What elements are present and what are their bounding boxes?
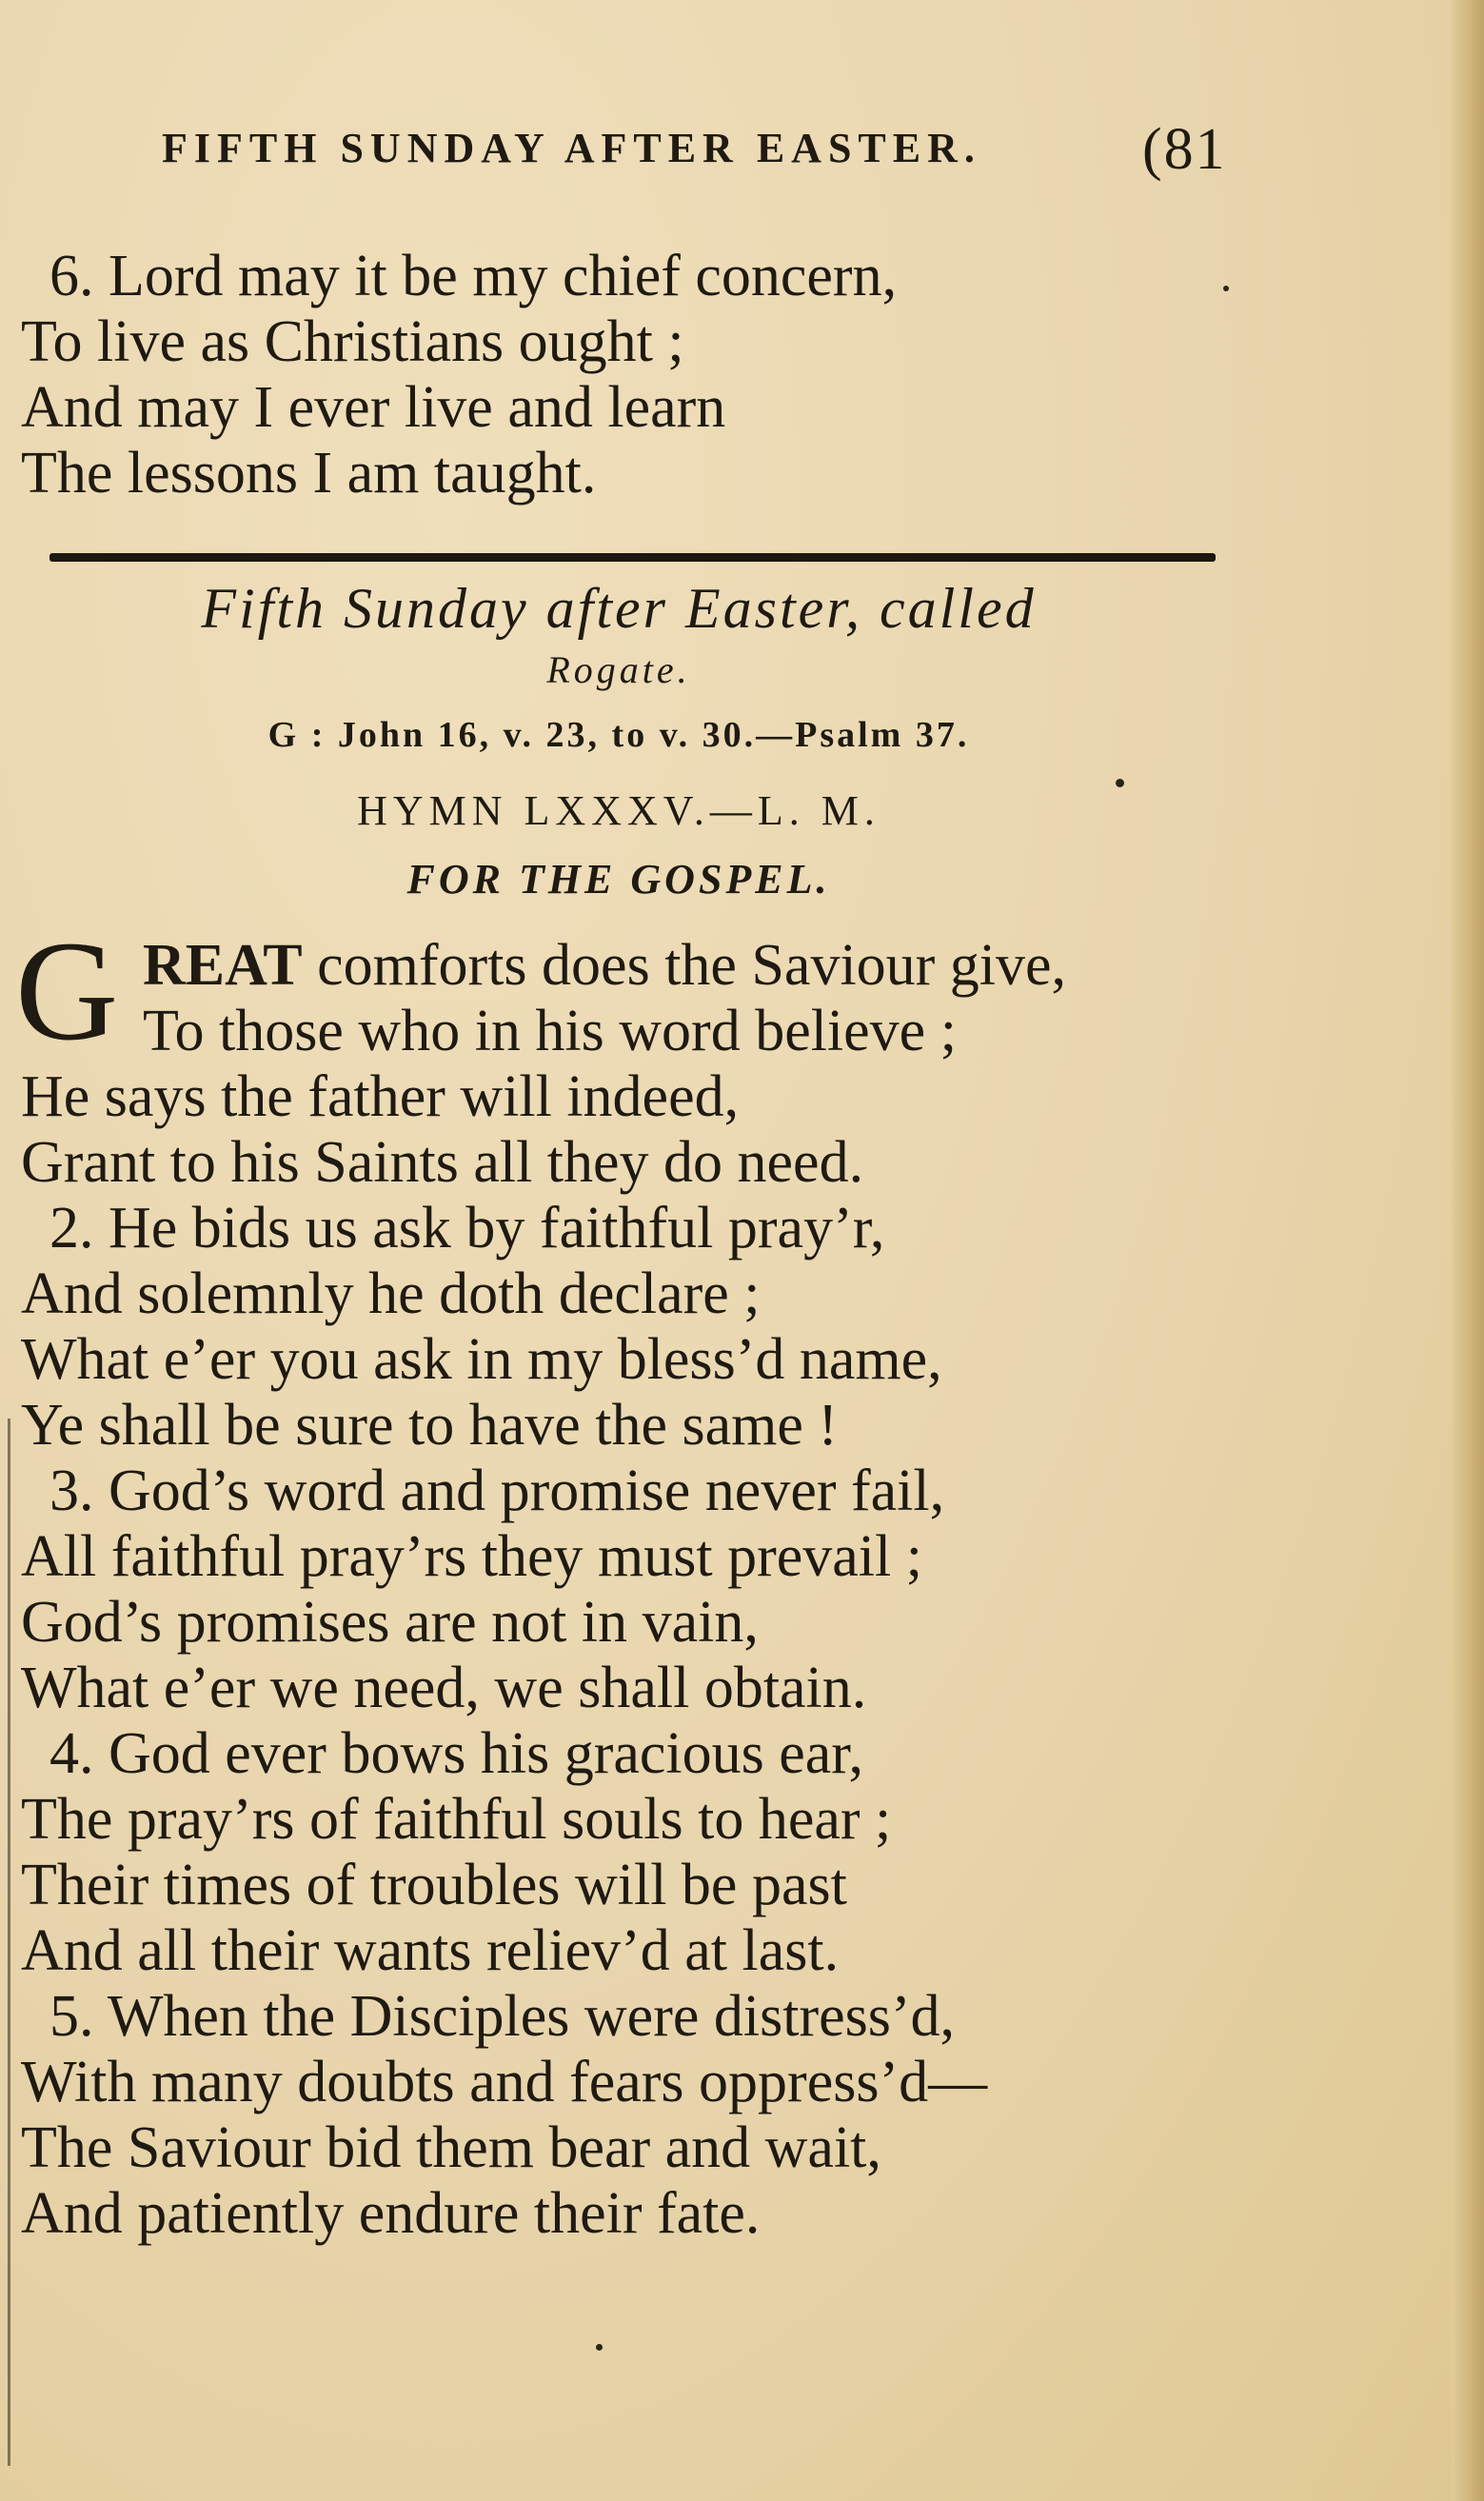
page-edge	[1452, 0, 1484, 2501]
verse-line: Their times of troubles will be past	[21, 1853, 847, 1917]
verse-line: 3. God’s word and promise never fail,	[49, 1459, 945, 1523]
hymn-occasion: FOR THE GOSPEL.	[406, 856, 831, 903]
verse-line: To those who in his word believe ;	[143, 999, 957, 1063]
hymn-first-line	[21, 933, 1211, 999]
verse-line: What e’er we need, we shall obtain.	[21, 1656, 867, 1720]
drop-cap: G	[15, 912, 119, 1070]
first-line-rest: comforts does the Saviour give,	[302, 933, 1067, 998]
verse-line: The pray’rs of faithful souls to hear ;	[21, 1787, 892, 1852]
verse-line: And solemnly he doth declare ;	[21, 1261, 761, 1326]
verse-line: 4. God ever bows his gracious ear,	[49, 1721, 863, 1786]
verse-line: The Saviour bid them bear and wait,	[21, 2115, 881, 2180]
verse-line: God’s promises are not in vain,	[21, 1590, 759, 1655]
section-divider	[49, 553, 1216, 562]
verse-line: 5. When the Disciples were distress’d,	[49, 1984, 956, 2049]
previous-hymn-stanza	[21, 244, 1211, 506]
binding-edge	[8, 1419, 10, 2466]
page-number: (81	[1142, 117, 1227, 182]
verse-line: And all their wants reliev’d at last.	[21, 1918, 840, 1983]
ink-speck	[1223, 286, 1229, 291]
verse-line: He says the father will indeed,	[21, 1064, 740, 1129]
verse-line: The lessons I am taught.	[21, 441, 597, 506]
verse-line: All faithful pray’rs they must prevail ;	[21, 1524, 922, 1589]
first-word-rest: REAT	[143, 933, 303, 998]
verse-line: And patiently endure their fate.	[21, 2181, 761, 2246]
verse-line: 6. Lord may it be my chief concern,	[49, 244, 898, 308]
verse-line: Grant to his Saints all they do need.	[21, 1130, 864, 1195]
running-head: FIFTH SUNDAY AFTER EASTER.	[162, 125, 981, 171]
verse-line: 2. He bids us ask by faithful pray’r,	[49, 1196, 885, 1260]
hymn-text	[21, 933, 1211, 2247]
verse-line: With many doubts and fears oppress’d—	[21, 2050, 988, 2114]
verse-line: And may I ever live and learn	[21, 375, 726, 440]
section-subtitle: Rogate.	[546, 648, 691, 691]
hymn-number: HYMN LXXXV.—L. M.	[357, 787, 881, 834]
scripture-reference: G : John 16, v. 23, to v. 30.—Psalm 37.	[267, 715, 970, 755]
verse-line: To live as Christians ought ;	[21, 309, 684, 374]
ink-speck	[596, 2344, 603, 2351]
ink-speck	[1116, 779, 1124, 787]
verse-line: What e’er you ask in my bless’d name,	[21, 1327, 942, 1392]
section-title: Fifth Sunday after Easter, called	[201, 577, 1037, 640]
verse-line: Ye shall be sure to have the same !	[21, 1393, 839, 1458]
